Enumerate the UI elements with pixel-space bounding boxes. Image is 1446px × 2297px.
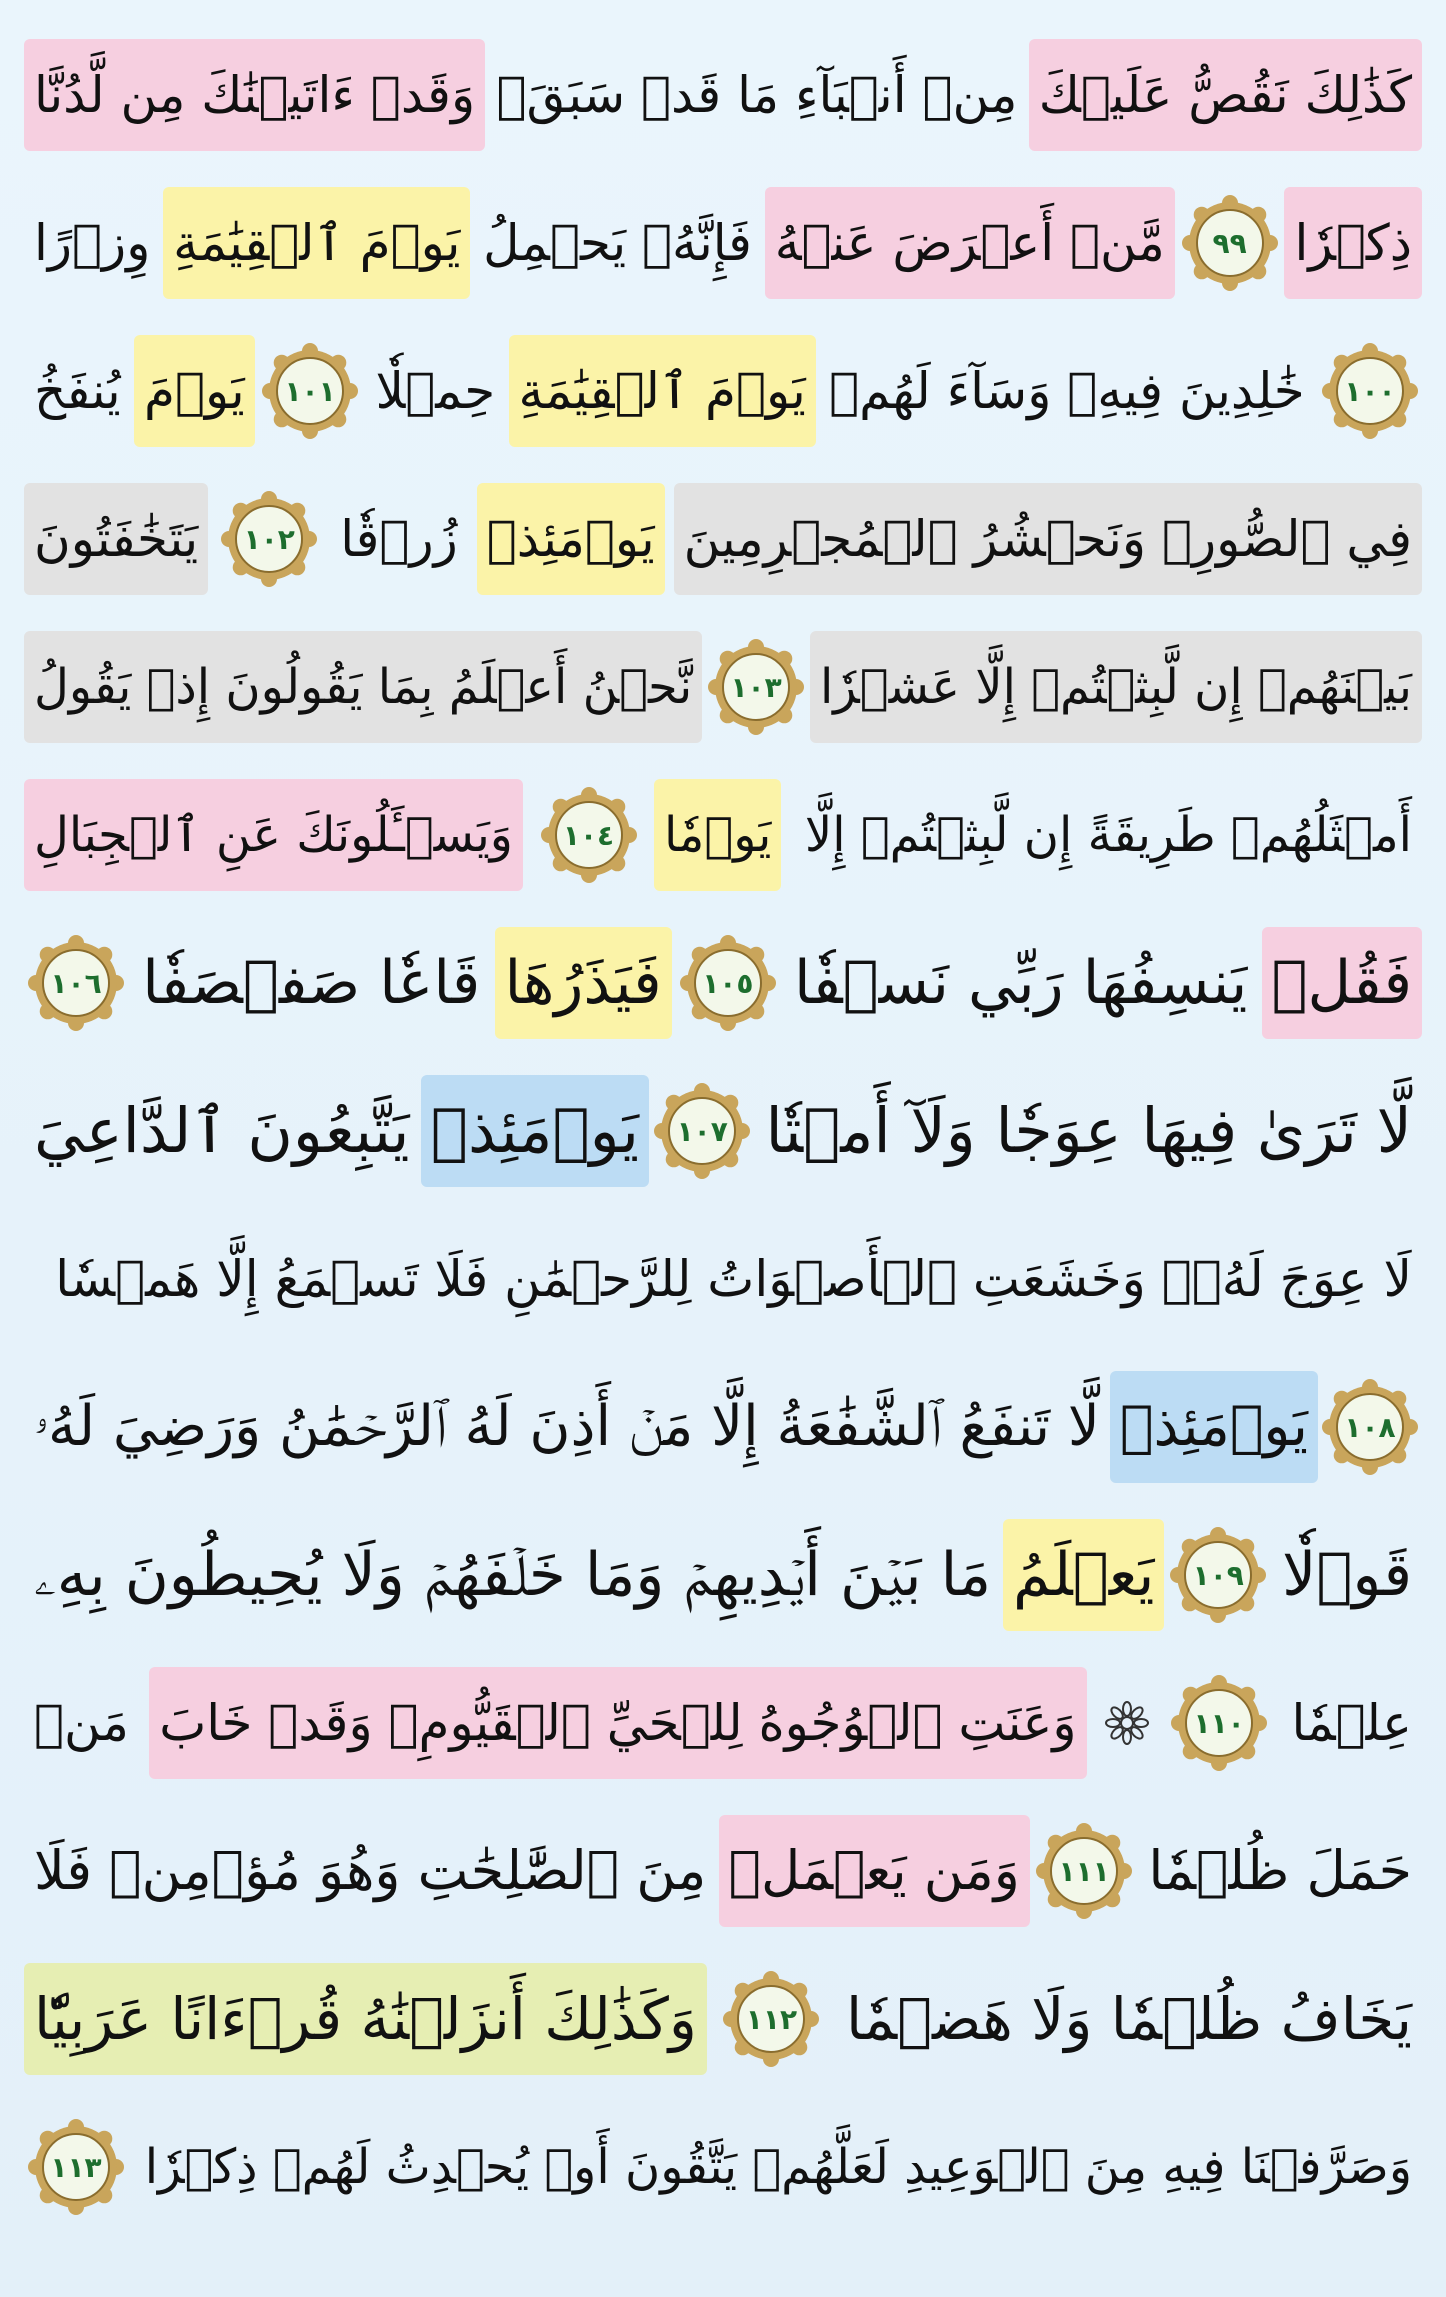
sajdah-center — [1121, 1717, 1133, 1729]
verse-text-segment: يَوۡمَئِذٖ — [477, 483, 665, 595]
ayah-number-marker — [1318, 1375, 1422, 1479]
text-line — [24, 1796, 1422, 1946]
verse-text-segment: زُرۡقٗا — [340, 510, 458, 568]
verse-text-segment: مِنۡ أَنۢبَآءِ مَا قَدۡ سَبَقَۚ — [496, 66, 1018, 124]
text-line — [24, 612, 1422, 762]
ayah-number: ١٠٥ — [702, 966, 754, 1000]
verse-text-segment: وَعَنَتِ ٱلۡوُجُوهُ لِلۡحَيِّ ٱلۡقَيُّومِۖ وَقَدۡ خَابَ — [149, 1667, 1086, 1779]
verse-text-segment: كَذَٰلِكَ نَقُصُّ عَلَيۡكَ — [1029, 39, 1422, 151]
ayah-number: ١١١ — [1058, 1854, 1110, 1888]
verse-text-segment: يَوۡمَ — [134, 335, 255, 447]
text-line — [24, 1056, 1422, 1206]
verse-text-segment: يَوۡمَ ٱلۡقِيَٰمَةِ — [163, 187, 470, 299]
ayah-number: ١١٣ — [50, 2150, 102, 2184]
ayah-number: ١٠٠ — [1344, 374, 1396, 408]
ayah-number: ١٠٦ — [50, 966, 102, 1000]
ayah-number-marker — [704, 635, 808, 739]
sajdah-petal — [1123, 1730, 1131, 1744]
text-line — [24, 1500, 1422, 1650]
sajdah-petal — [1134, 1719, 1148, 1727]
verse-text-segment: مَا بَيۡنَ أَيۡدِيهِمۡ وَمَا خَلۡفَهُمۡ وَلَا يُحِيطُونَ بِهِۦ — [34, 1540, 992, 1610]
text-line — [24, 168, 1422, 318]
verse-text-segment: يَنسِفُهَا رَبِّي نَسۡفٗا — [794, 948, 1248, 1018]
verse-text-segment: لَّا تَرَىٰ فِيهَا عِوَجٗا وَلَآ أَمۡتٗا — [765, 1094, 1412, 1167]
verse-text-segment: يَوۡمٗا — [654, 779, 781, 891]
verse-text-segment: يَوۡمَ ٱلۡقِيَٰمَةِ — [509, 335, 816, 447]
ayah-number-marker — [1178, 191, 1282, 295]
text-line — [24, 464, 1422, 614]
verse-text-segment: مَنۡ — [34, 1694, 129, 1752]
text-line — [24, 20, 1422, 170]
ayah-number: ١٠٢ — [243, 522, 295, 556]
ayah-number-marker — [1032, 1819, 1136, 1923]
verse-text-segment: عِلۡمٗا — [1291, 1694, 1412, 1752]
verse-text-segment: مَّنۡ أَعۡرَضَ عَنۡهُ — [765, 187, 1175, 299]
sajdah-petal — [1123, 1702, 1131, 1716]
verse-text-segment: قَوۡلٗا — [1282, 1540, 1412, 1610]
ayah-number: ١١٠ — [1193, 1706, 1245, 1740]
ayah-number-marker — [719, 1967, 823, 2071]
verse-text-segment: حِمۡلٗا — [375, 362, 496, 420]
ayah-number: ١٠٤ — [562, 818, 615, 852]
ayah-number-marker — [537, 783, 641, 887]
verse-text-segment: وَكَذَٰلِكَ أَنزَلۡنَٰهُ قُرۡءَانًا عَرَبِيّٗا — [24, 1963, 707, 2075]
text-line — [24, 1944, 1422, 2094]
verse-text-segment: نَّحۡنُ أَعۡلَمُ بِمَا يَقُولُونَ إِذۡ يَقُولُ — [24, 631, 702, 743]
text-line — [24, 1204, 1422, 1354]
verse-text-segment: فَإِنَّهُۥ يَحۡمِلُ — [483, 214, 752, 272]
ayah-number-marker — [650, 1079, 754, 1183]
verse-text-segment: قَاعٗا صَفۡصَفٗا — [142, 948, 481, 1018]
verse-text-segment: يَتَخَٰفَتُونَ — [24, 483, 208, 595]
ayah-number-marker — [24, 931, 128, 1035]
verse-text-segment: يَوۡمَئِذٖ — [421, 1075, 649, 1187]
ayah-number: ١٠٩ — [1192, 1558, 1244, 1592]
verse-text-segment: يَعۡلَمُ — [1003, 1519, 1164, 1631]
ayah-number-marker — [1166, 1523, 1270, 1627]
ayah-number-marker — [258, 339, 362, 443]
ayah-number-marker — [217, 487, 321, 591]
verse-text-segment: أَمۡثَلُهُمۡ طَرِيقَةً إِن لَّبِثۡتُمۡ إِلَّا — [804, 807, 1412, 863]
verse-text-segment: خَٰلِدِينَ فِيهِۖ وَسَآءَ لَهُمۡ — [829, 362, 1305, 420]
ayah-number-marker — [1318, 339, 1422, 443]
ayah-number: ١٠١ — [284, 374, 336, 408]
verse-text-segment: يَتَّبِعُونَ ٱلدَّاعِيَ — [34, 1094, 410, 1167]
verse-text-segment: يَوۡمَئِذٖ — [1110, 1371, 1318, 1483]
verse-text-segment: وَيَسۡـَٔلُونَكَ عَنِ ٱلۡجِبَالِ — [24, 779, 523, 891]
ayah-number-marker — [676, 931, 780, 1035]
verse-text-segment: يُنفَخُ — [34, 362, 121, 420]
verse-text-segment: فَيَذَرُهَا — [495, 927, 672, 1039]
verse-text-segment: فَقُلۡ — [1262, 927, 1422, 1039]
verse-text-segment: لَا عِوَجَ لَهُۥۖ وَخَشَعَتِ ٱلۡأَصۡوَاتُ لِلرَّحۡمَٰنِ فَلَا تَسۡمَعُ إِلَّا هَمۡسٗا — [55, 1250, 1412, 1308]
verse-text-segment: ذِكۡرٗا — [1284, 187, 1422, 299]
sajdah-star-icon — [1099, 1695, 1155, 1751]
ayah-number: ١١٢ — [745, 2002, 798, 2036]
ayah-number: ١٠٣ — [730, 670, 782, 704]
ayah-number: ٩٩ — [1212, 226, 1247, 260]
verse-text-segment: بَيۡنَهُمۡ إِن لَّبِثۡتُمۡ إِلَّا عَشۡرٗا — [810, 631, 1422, 743]
verse-text-segment: يَخَافُ ظُلۡمٗا وَلَا هَضۡمٗا — [845, 1985, 1412, 2053]
verse-text-segment: وَصَرَّفۡنَا فِيهِ مِنَ ٱلۡوَعِيدِ لَعَلَّهُمۡ يَتَّقُونَ أَوۡ يُحۡدِثُ لَهُمۡ ذِكۡرٗا — [144, 2139, 1412, 2195]
verse-text-segment: فِي ٱلصُّورِۚ وَنَحۡشُرُ ٱلۡمُجۡرِمِينَ — [674, 483, 1422, 595]
text-line — [24, 316, 1422, 466]
text-line — [24, 1648, 1422, 1798]
sajdah-mark — [1097, 1693, 1157, 1753]
ayah-number: ١٠٧ — [676, 1114, 728, 1148]
ayah-number-marker — [24, 2115, 128, 2219]
text-line — [24, 908, 1422, 1058]
text-line — [24, 2092, 1422, 2242]
verse-text-segment: حَمَلَ ظُلۡمٗا — [1148, 1839, 1412, 1902]
sajdah-petal — [1106, 1719, 1120, 1727]
verse-text-segment: وِزۡرًا — [34, 214, 151, 272]
verse-text-segment: لَّا تَنفَعُ ٱلشَّفَٰعَةُ إِلَّا مَنۡ أَذِنَ لَهُ ٱلرَّحۡمَٰنُ وَرَضِيَ لَهُۥ — [34, 1394, 1100, 1459]
verse-text-segment: وَمَن يَعۡمَلۡ — [719, 1815, 1030, 1927]
ayah-number-marker — [1167, 1671, 1271, 1775]
verse-text-segment: وَقَدۡ ءَاتَيۡنَٰكَ مِن لَّدُنَّا — [24, 39, 485, 151]
text-line — [24, 1352, 1422, 1502]
verse-text-segment: مِنَ ٱلصَّٰلِحَٰتِ وَهُوَ مُؤۡمِنٞ فَلَا — [34, 1839, 707, 1902]
ayah-number: ١٠٨ — [1344, 1410, 1396, 1444]
text-line — [24, 760, 1422, 910]
